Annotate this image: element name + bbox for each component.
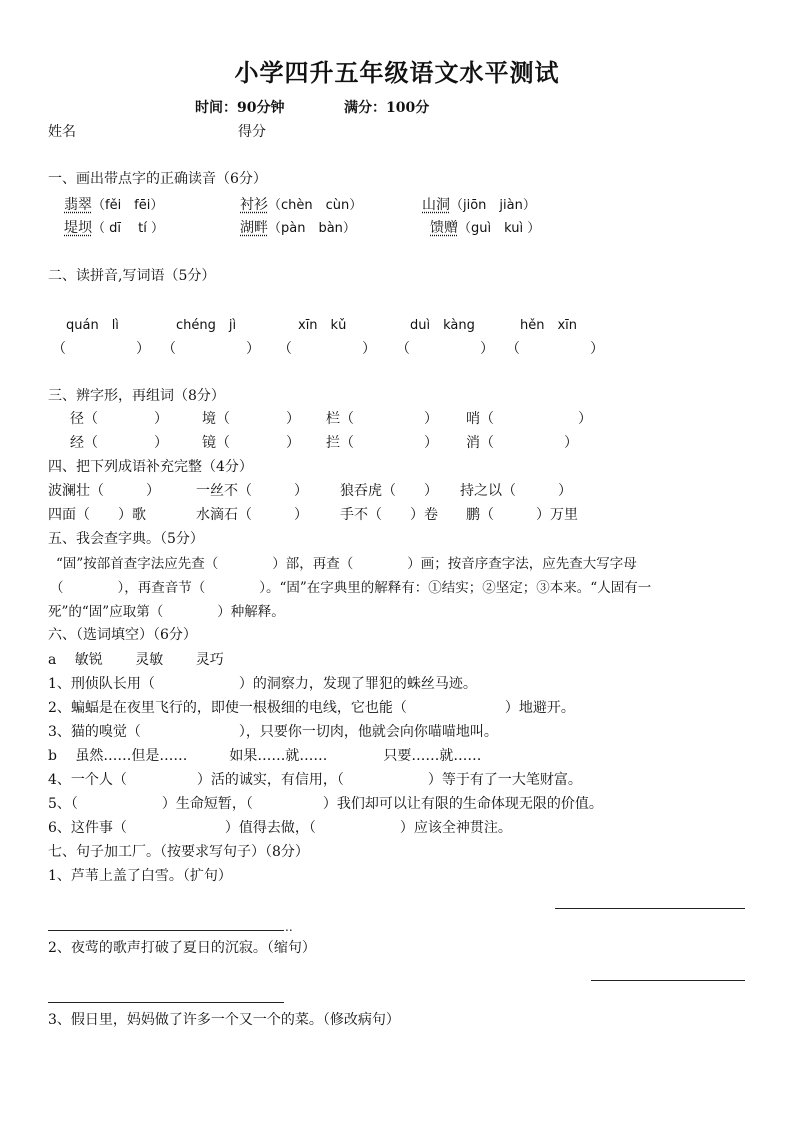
s1-item [240, 196, 362, 215]
s6-question: 2、蝙蝠是在夜里飞行的，即使一根极细的电线，它也能（ ）地避开。 [48, 700, 575, 716]
idiom-item: 波澜壮（ ） [48, 483, 160, 499]
s3-item: 消（ ） [466, 435, 578, 451]
s5-line-2: （ ），再查音节（ ）。“固”在字典里的解释有：①结实；②坚定；③本来。“人固有一 [50, 580, 652, 596]
answer-line[interactable] [555, 908, 745, 909]
s3-item: 栏（ ） [326, 411, 438, 427]
s6-question: 6、这件事（ ）值得去做，（ ）应该全神贯注。 [48, 820, 512, 836]
section-3-heading: 三、辨字形，再组词（8分） [48, 388, 225, 404]
section-2-heading: 二、读拼音,写词语（5分） [48, 268, 216, 284]
s5-line-1: “固”按部首查字法应先查（ ）部，再查（ ）画；按音序查字法，应先查大写字母 [56, 556, 637, 572]
s1-word: 山洞 [422, 197, 450, 213]
section-5-heading: 五、我会查字典。（5分） [48, 531, 204, 547]
s6-question: 3、猫的嗅觉（ ），只要你一切肉，他就会向你喵喵地叫。 [48, 724, 498, 740]
pinyin-5: hěn xīn [520, 318, 578, 333]
pinyin-2: chéng jì [176, 318, 237, 333]
s1-word: 翡翠 [64, 197, 92, 213]
answer-line[interactable] [591, 980, 745, 981]
s7-question: 3、假日里，妈妈做了许多一个又一个的菜。（修改病句） [48, 1012, 400, 1028]
answer-blank[interactable]: （ ） [162, 341, 260, 357]
s1-word: 衬衫 [240, 197, 268, 213]
s5-line-3: 死”的“固”应取第（ ）种解释。 [48, 604, 285, 620]
answer-blank[interactable]: （ ） [52, 341, 150, 357]
word-group-a: a 敏锐 灵敏 灵巧 [48, 652, 224, 668]
full-score: 满分：100分 [344, 100, 430, 116]
idiom-item: 水滴石（ ） [196, 507, 308, 523]
s7-question: 2、夜莺的歌声打破了夏日的沉寂。（缩句） [48, 940, 316, 956]
idiom-item: 狼吞虎（ ） [340, 483, 438, 499]
s3-item: 拦（ ） [326, 435, 438, 451]
s3-item: 境（ ） [202, 411, 300, 427]
answer-line[interactable] [48, 930, 284, 931]
s1-item [64, 196, 163, 215]
exam-time: 时间：90分钟 [195, 100, 285, 116]
page-title: 小学四升五年级语文水平测试 [234, 58, 560, 87]
answer-line[interactable] [48, 1002, 284, 1003]
s6-question: 1、刑侦队长用（ ）的洞察力，发现了罪犯的蛛丝马迹。 [48, 676, 477, 692]
s1-opts: （jiōn jiàn） [450, 198, 536, 213]
answer-blank[interactable]: （ ） [278, 341, 376, 357]
word-group-b: b 虽然……但是…… 如果……就…… 只要……就…… [48, 748, 482, 764]
s1-word: 堤坝 [64, 220, 92, 236]
s6-question: 4、一个人（ ）活的诚实，有信用，（ ）等于有了一大笔财富。 [48, 772, 582, 788]
pinyin-3: xīn kǔ [298, 318, 347, 333]
section-1-heading: 一、画出带点字的正确读音（6分） [48, 171, 267, 187]
s3-item: 经（ ） [70, 435, 168, 451]
s7-question: 1、芦苇上盖了白雪。（扩句） [48, 868, 232, 884]
s3-item: 径（ ） [70, 411, 168, 427]
answer-blank[interactable]: （ ） [506, 341, 604, 357]
idiom-item: 四面（ ）歌 [48, 507, 146, 523]
dots: .. [285, 920, 293, 934]
s1-opts: （guì kuì ） [458, 221, 541, 236]
answer-blank[interactable]: （ ） [396, 341, 494, 357]
s6-question: 5、（ ）生命短暂，（ ）我们却可以让有限的生命体现无限的价值。 [48, 796, 603, 812]
pinyin-1: quán lì [66, 318, 119, 333]
s1-opts: （ dī tí ） [92, 221, 164, 236]
name-label: 姓名 [48, 124, 76, 140]
s1-item [240, 219, 356, 238]
s1-item [422, 196, 536, 215]
s1-word: 湖畔 [240, 220, 268, 236]
pinyin-4: duì kàng [410, 318, 475, 333]
score-label: 得分 [238, 124, 266, 140]
s1-item [430, 219, 540, 238]
section-6-heading: 六、（选词填空）（6分） [48, 627, 197, 643]
s1-word: 馈赠 [430, 220, 458, 236]
s3-item: 哨（ ） [466, 411, 592, 427]
s1-item [64, 219, 164, 238]
s3-item: 镜（ ） [202, 435, 300, 451]
idiom-item: 持之以（ ） [460, 483, 572, 499]
s1-opts: （pàn bàn） [268, 221, 356, 236]
s1-opts: （fěi fēi） [92, 198, 164, 213]
section-4-heading: 四、把下列成语补充完整（4分） [48, 459, 253, 475]
idiom-item: 一丝不（ ） [196, 483, 308, 499]
idiom-item: 鹏（ ）万里 [466, 507, 578, 523]
section-7-heading: 七、句子加工厂。（按要求写句子）（8分） [48, 844, 309, 860]
idiom-item: 手不（ ）卷 [340, 507, 438, 523]
s1-opts: （chèn cùn） [268, 198, 363, 213]
